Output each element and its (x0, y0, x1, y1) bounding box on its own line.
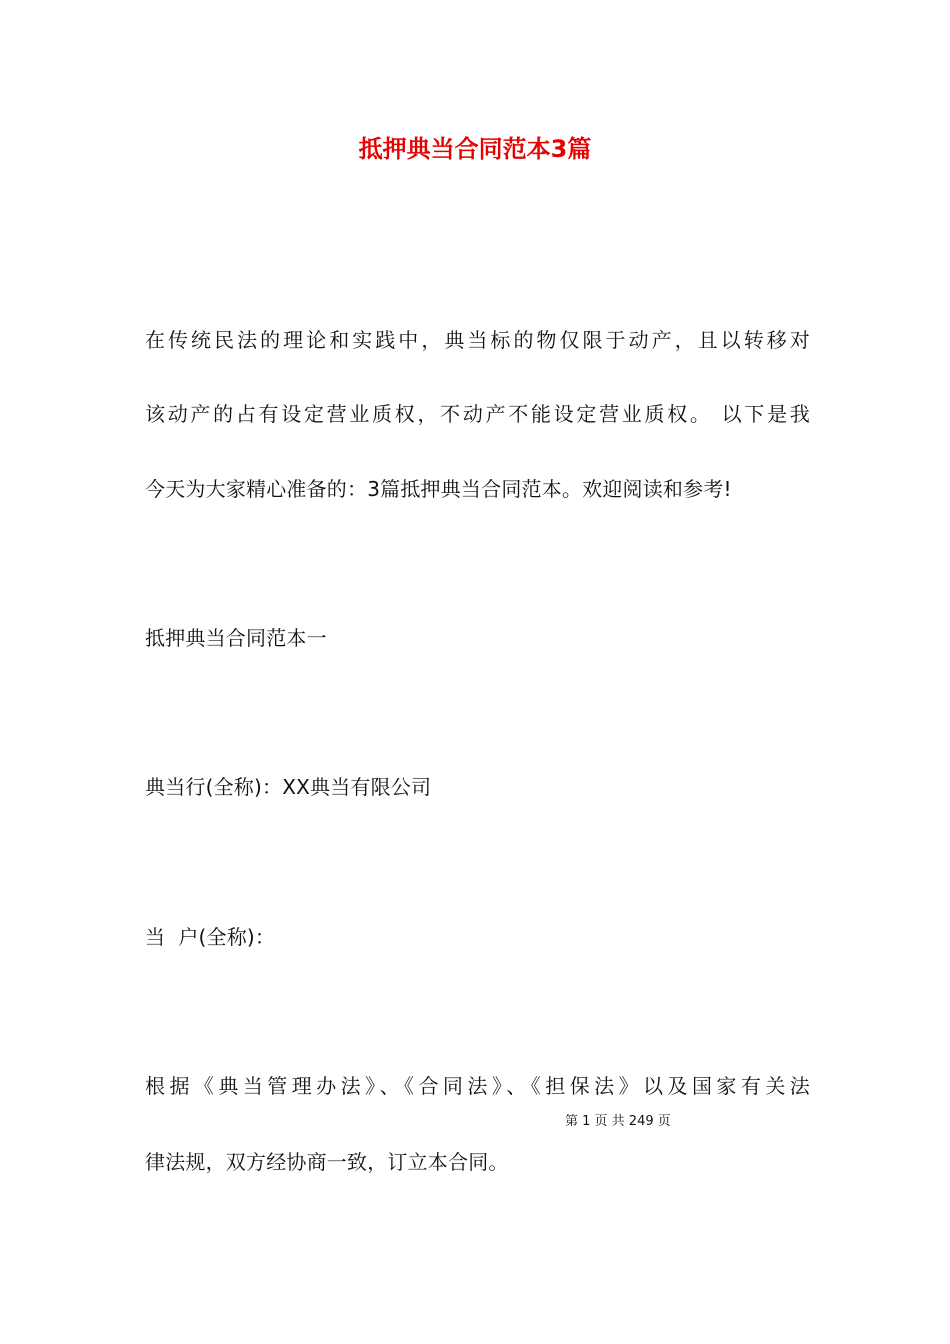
pawner-line: 当 户(全称)： (145, 925, 276, 949)
intro-line-3: 今天为大家精心准备的：3篇抵押典当合同范本。欢迎阅读和参考! (145, 477, 732, 501)
intro-line-2: 该动产的占有设定营业质权，不动产不能设定营业质权。 以下是我 (145, 402, 810, 426)
document-title: 抵押典当合同范本3篇 (358, 135, 592, 163)
basis-line-1: 根据《典当管理办法》、《合同法》、《担保法》以及国家有关法 (145, 1074, 810, 1098)
page-footer: 第 1 页 共 249 页 (565, 1114, 671, 1129)
section-heading: 抵押典当合同范本一 (145, 626, 327, 650)
pawnshop-line: 典当行(全称)：XX典当有限公司 (145, 775, 432, 799)
basis-line-2: 律法规，双方经协商一致，订立本合同。 (145, 1150, 509, 1174)
intro-line-1: 在传统民法的理论和实践中，典当标的物仅限于动产，且以转移对 (145, 328, 810, 352)
